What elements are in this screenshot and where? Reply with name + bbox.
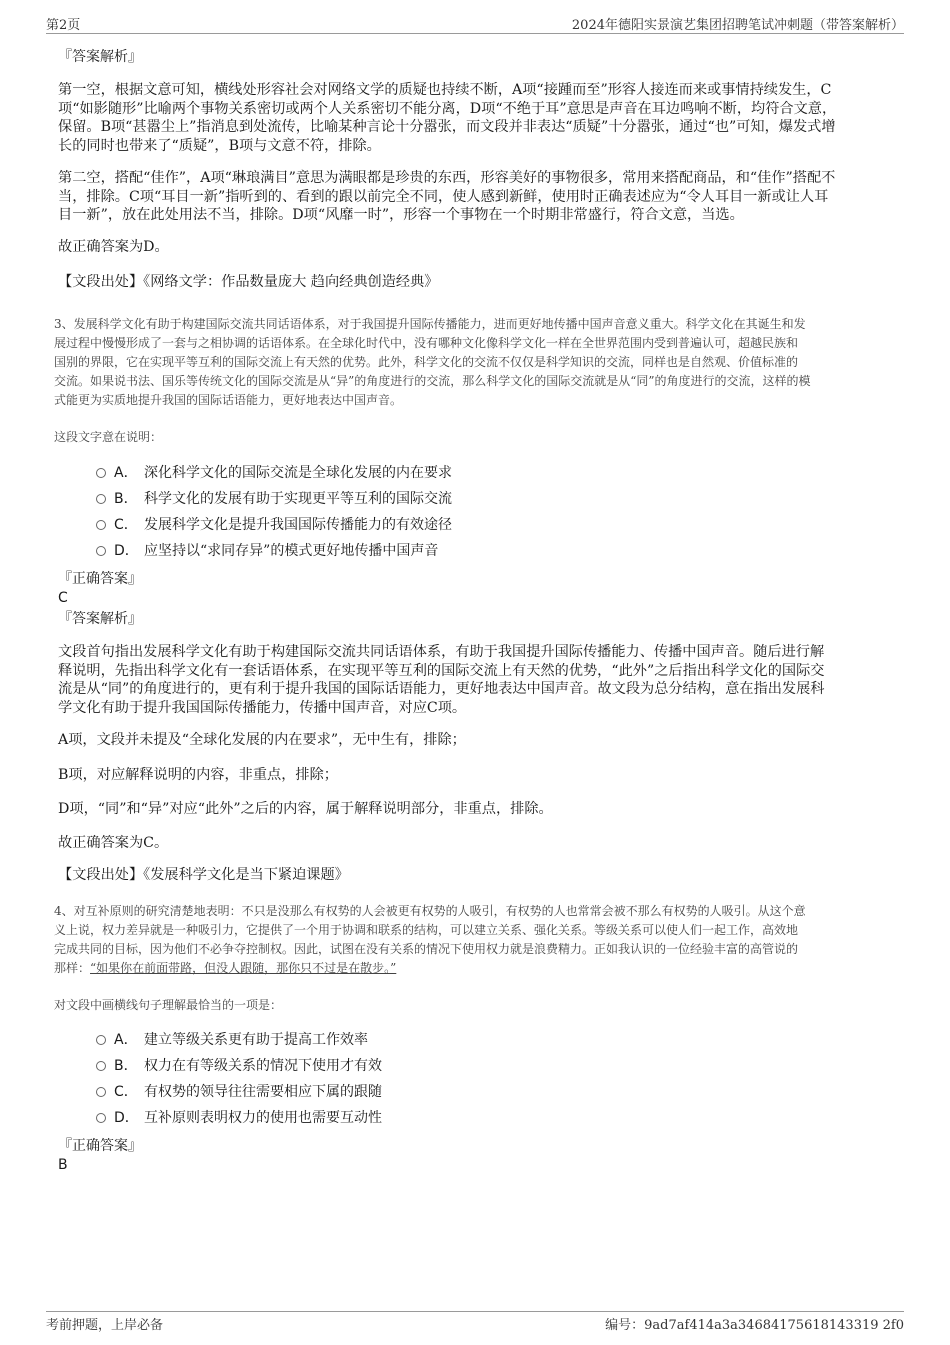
document-title: 2024年德阳实景演艺集团招聘笔试冲刺题（带答案解析） <box>571 18 904 33</box>
text-line: 义上说，权力差异就是一种吸引力，它提供了一个用于协调和联系的结构，可以建立关系、强化关系。等级关系可以使人们一起工作，高效地 <box>54 923 799 937</box>
q3-d-note: D项，“同”和“异”对应“此外”之后的内容，属于解释说明部分，非重点，排除。 <box>58 801 553 817</box>
text-line: 当，排除。C项“耳目一新”指听到的、看到的跟以前完全不同，使人感到新鲜，使用时正确表述应为“令人耳目一新或让人耳 <box>58 188 829 205</box>
text-line: 国别的界限，它在实现平等互利的国际交流上有天然的优势。此外，科学文化的交流不仅仅是科学知识的交流，同样也是自然观、价值标准的 <box>54 355 799 369</box>
radio-icon[interactable] <box>96 546 106 556</box>
q2-source: 【文段出处】《网络文学：作品数量庞大 趋向经典创造经典》 <box>58 274 439 290</box>
q3-analysis-label: 『答案解析』 <box>58 611 142 627</box>
radio-icon[interactable] <box>96 468 106 478</box>
text-line: 第一空，根据文意可知，横线处形容社会对网络文学的质疑也持续不断，A项“接踵而至”形容人接连而来或事情持续发生，C <box>58 82 832 98</box>
page-number: 第2页 <box>46 18 81 33</box>
q3-b-note: B项，对应解释说明的内容，非重点，排除； <box>58 767 338 783</box>
q4-option-b[interactable]: B． 权力在有等级关系的情况下使用才有效 <box>96 1056 382 1076</box>
q3-analysis <box>58 643 898 717</box>
text-line: 文段首句指出发展科学文化有助于构建国际交流共同话语体系，有助于我国提升国际传播能力、传播中国声音。随后进行解 <box>58 644 825 660</box>
radio-icon[interactable] <box>96 1035 106 1045</box>
text-line: 第二空，搭配“佳作”，A项“琳琅满目”意思为满眼都是珍贵的东西，形容美好的事物很多，常用来搭配商品，和“佳作”搭配不 <box>58 170 836 186</box>
q3-option-a[interactable]: A． 深化科学文化的国际交流是全球化发展的内在要求 <box>96 463 452 483</box>
text-line: 流是从“同”的角度进行的，更有利于提升我国的国际话语能力，更好地表达中国声音。故文段为总分结构，意在指出发展科 <box>58 681 825 697</box>
q2-analysis-p1 <box>58 81 898 155</box>
radio-icon[interactable] <box>96 1113 106 1123</box>
text-line: 目一新”，放在此处用法不当，排除。D项“风靡一时”，形容一个事物在一个时期非常盛行，符合文意，当选。 <box>58 207 744 223</box>
q3-a-note: A项，文段并未提及“全球化发展的内在要求”，无中生有，排除； <box>58 732 466 748</box>
q4-correct-label: 『正确答案』 <box>58 1138 142 1154</box>
q3-prompt: 这段文字意在说明： <box>54 430 163 444</box>
q3-option-c[interactable]: C． 发展科学文化是提升我国国际传播能力的有效途径 <box>96 515 452 535</box>
q4-answer: B <box>58 1157 68 1173</box>
text-line: 完成共同的目标，因为他们不必争夺控制权。因此，试图在没有关系的情况下使用权力就是浪费精力。正如我认识的一位经验丰富的高管说的 <box>54 942 799 956</box>
text-line: 4、对互补原则的研究清楚地表明：不只是没那么有权势的人会被更有权势的人吸引，有权势的人也常常会被不那么有权势的人吸引。从这个意 <box>54 904 806 918</box>
q2-conclusion: 故正确答案为D。 <box>58 239 169 255</box>
q3-answer: C <box>58 590 68 606</box>
text-line: 项“如影随形”比喻两个事物关系密切或两个人关系密切不能分离，D项“不绝于耳”意思是声音在耳边鸣响不断，均符合文意， <box>58 100 837 117</box>
footer-slogan: 考前押题，上岸必备 <box>46 1318 164 1333</box>
q4-stem <box>54 902 904 978</box>
q3-stem <box>54 315 904 410</box>
text-line: 展过程中慢慢形成了一套与之相协调的话语体系。在全球化时代中，没有哪种文化像科学文化一样在全世界范围内受到普遍认可，超越民族和 <box>54 336 799 350</box>
text-line: 长的同时也带来了“质疑”，B项与文意不符，排除。 <box>58 137 381 154</box>
text-line: 式能更为实质地提升我国的国际话语能力，更好地表达中国声音。 <box>54 393 403 407</box>
text-line: 保留。B项“甚嚣尘上”指消息到处流传，比喻某种言论十分嚣张，而文段并非表达“质疑”十分嚣张，通过“也”可知，爆发式增 <box>58 119 836 135</box>
page-header <box>46 14 904 34</box>
radio-icon[interactable] <box>96 1061 106 1071</box>
q3-option-d[interactable]: D． 应坚持以“求同存异”的模式更好地传播中国声音 <box>96 541 438 561</box>
document-id: 编号：9ad7af414a3a34684175618143319 2f0 <box>605 1318 904 1333</box>
radio-icon[interactable] <box>96 520 106 530</box>
q4-option-a[interactable]: A． 建立等级关系更有助于提高工作效率 <box>96 1030 368 1050</box>
underlined-sentence: “如果你在前面带路，但没人跟随，那你只不过是在散步。” <box>90 961 397 975</box>
q3-conclusion: 故正确答案为C。 <box>58 835 169 851</box>
text-line: 3、发展科学文化有助于构建国际交流共同话语体系，对于我国提升国际传播能力，进而更好地传播中国声音意义重大。科学文化在其诞生和发 <box>54 317 806 331</box>
q4-option-d[interactable]: D． 互补原则表明权力的使用也需要互动性 <box>96 1108 382 1128</box>
q4-prompt: 对文段中画横线句子理解最恰当的一项是： <box>54 998 283 1012</box>
q2-analysis-label: 『答案解析』 <box>58 49 142 65</box>
q2-analysis-p2 <box>58 169 898 225</box>
text-line: 那样：“如果你在前面带路，但没人跟随，那你只不过是在散步。” <box>54 961 397 975</box>
q3-option-b[interactable]: B． 科学文化的发展有助于实现更平等互利的国际交流 <box>96 489 452 509</box>
text-line: 交流。如果说书法、国乐等传统文化的国际交流是从“异”的角度进行的交流，那么科学文化的国际交流就是从“同”的角度进行的交流，这样的模 <box>54 374 811 388</box>
text-line: 学文化有助于提升我国国际传播能力，传播中国声音，对应C项。 <box>58 699 467 716</box>
q3-source: 【文段出处】《发展科学文化是当下紧迫课题》 <box>58 867 349 883</box>
text-line: 释说明，先指出科学文化有一套话语体系，在实现平等互利的国际交流上有天然的优势，“此外”之后指出科学文化的国际交 <box>58 662 825 679</box>
page-footer <box>46 1311 904 1331</box>
q4-option-c[interactable]: C． 有权势的领导往往需要相应下属的跟随 <box>96 1082 382 1102</box>
radio-icon[interactable] <box>96 494 106 504</box>
radio-icon[interactable] <box>96 1087 106 1097</box>
q3-correct-label: 『正确答案』 <box>58 571 142 587</box>
